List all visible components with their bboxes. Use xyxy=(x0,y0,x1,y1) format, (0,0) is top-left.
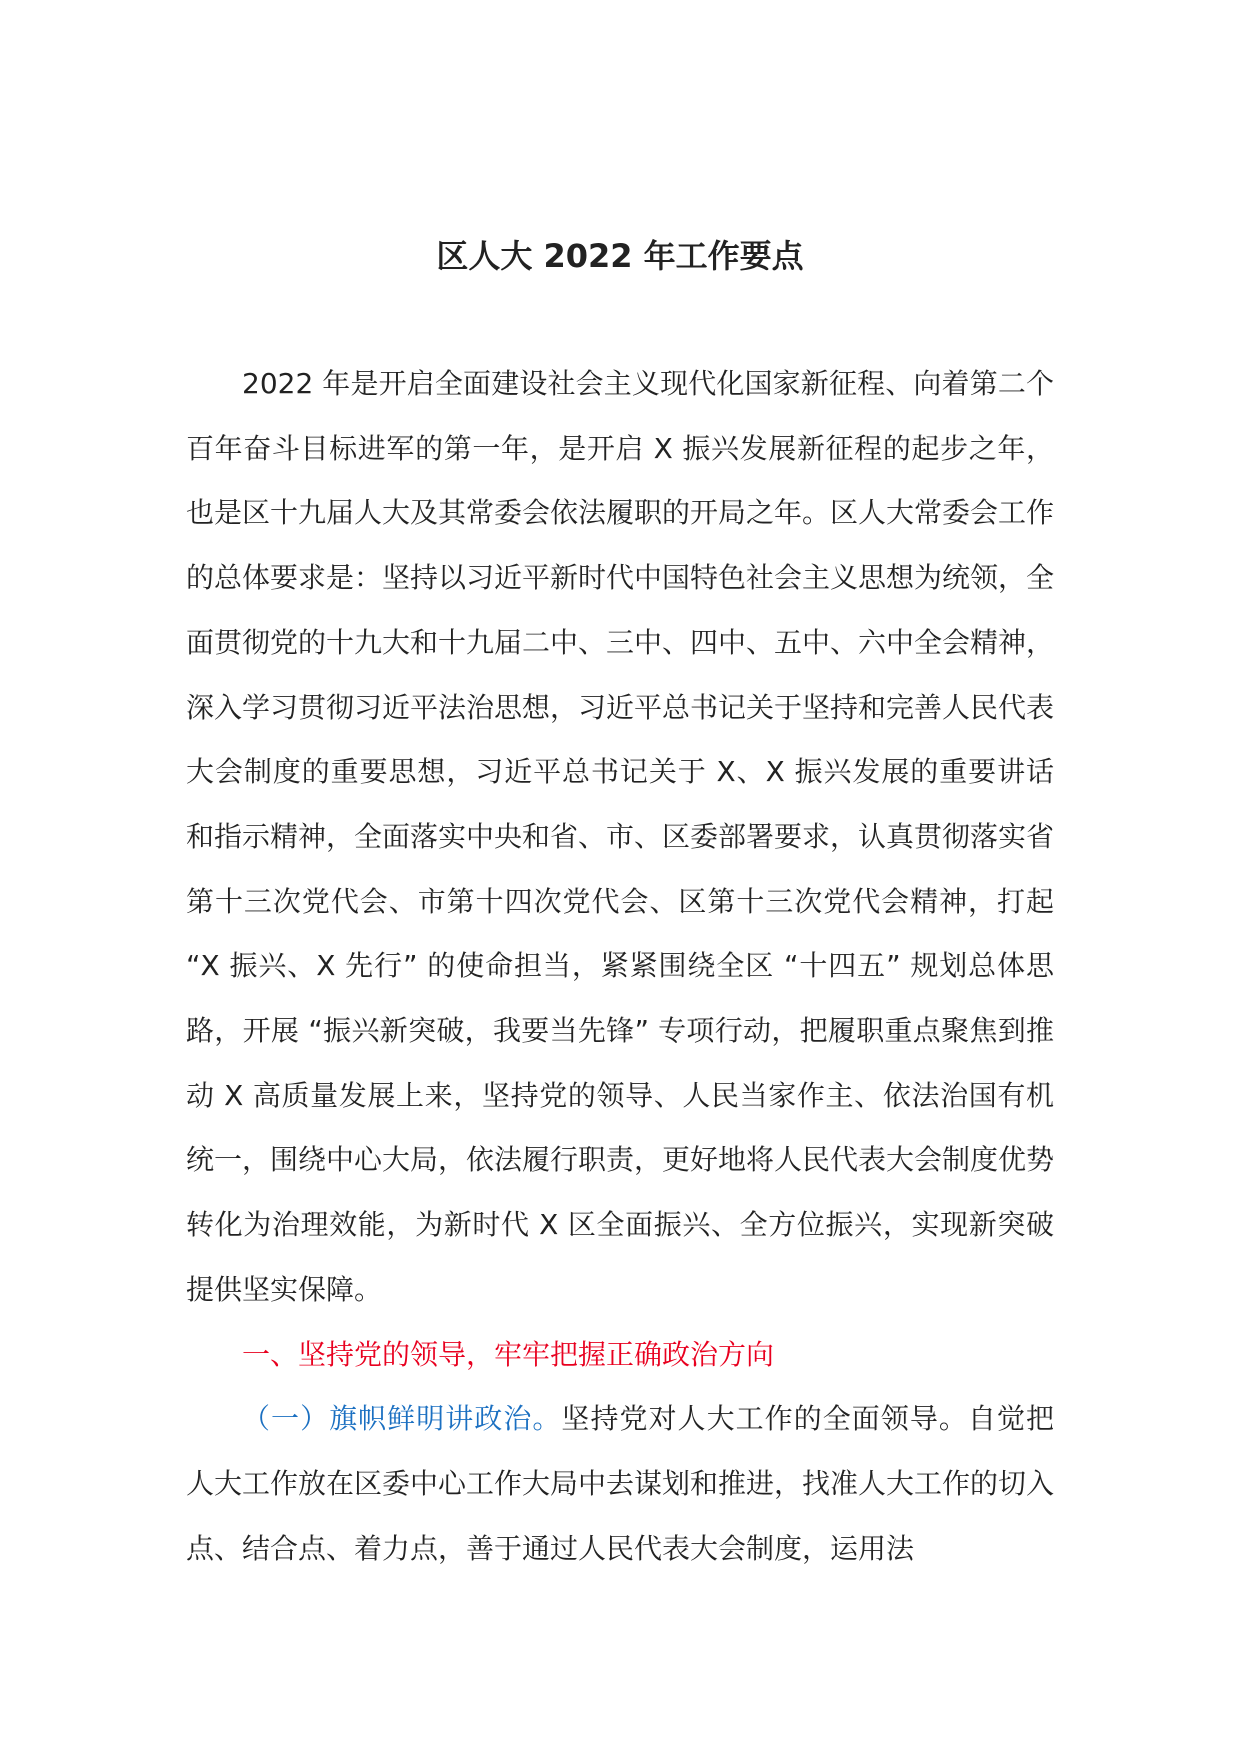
document-body xyxy=(186,352,1054,1581)
intro-paragraph: 2022 年是开启全面建设社会主义现代化国家新征程、向着第二个百年奋斗目标进军的第一年，是开启 X 振兴发展新征程的起步之年，也是区十九届人大及其常委会依法履职的开局之年。区人大常委会工作的总体要求是：坚持以习近平新时代中国特色社会主义思想为统领，全面贯彻党的十九大和十九届二中、三中、四中、五中、六中全会精神，深入学习贯彻习近平法治思想，习近平总书记关于坚持和完善人民代表大会制度的重要思想，习近平总书记关于 X、X 振兴发展的重要讲话和指示精神，全面落实中央和省、市、区委部署要求，认真贯彻落实省第十三次党代会、市第十四次党代会、区第十三次党代会精神，打起 “X 振兴、X 先行” 的使命担当，紧紧围绕全区 “十四五” 规划总体思路，开展 “振兴新突破，我要当先锋” 专项行动，把履职重点聚焦到推动 X 高质量发展上来，坚持党的领导、人民当家作主、依法治国有机统一，围绕中心大局，依法履行职责，更好地将人民代表大会制度优势转化为治理效能，为新时代 X 区全面振兴、全方位振兴，实现新突破提供坚实保障。 xyxy=(186,367,1055,1306)
subsection-paragraph xyxy=(186,1387,1054,1581)
subsection-heading: （一）旗帜鲜明讲政治。 xyxy=(242,1402,562,1436)
section-heading: 一、坚持党的领导，牢牢把握正确政治方向 xyxy=(242,1337,775,1371)
subsection-text: 坚持党对人大工作的全面领导。自觉把人大工作放在区委中心工作大局中去谋划和推进，找准人大工作的切入点、结合点、着力点，善于通过人民代表大会制度，运用法 xyxy=(186,1402,1055,1565)
document-title: 区人大 2022 年工作要点 xyxy=(436,237,804,275)
